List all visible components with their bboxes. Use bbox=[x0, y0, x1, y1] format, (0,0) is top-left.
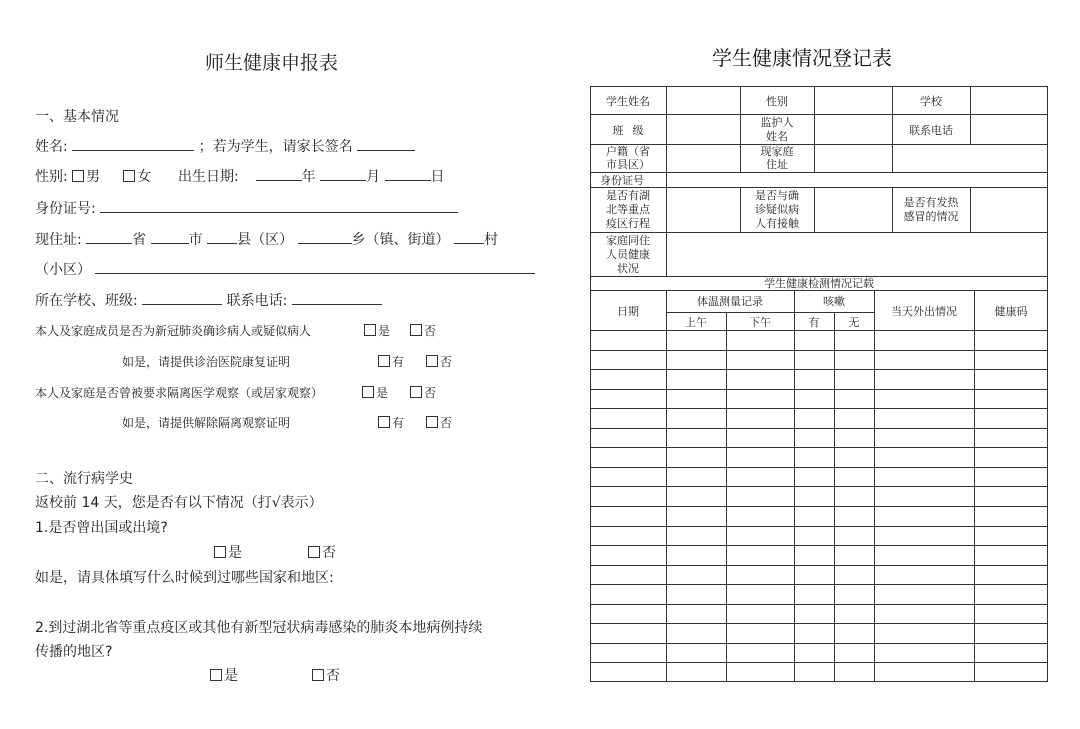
q-confirmed-no-box[interactable] bbox=[410, 324, 422, 336]
no-label: 否 bbox=[424, 386, 437, 400]
name-row bbox=[35, 136, 415, 156]
phone-label: 联系电话: bbox=[226, 293, 288, 309]
cell-huji-1: 户籍（省 bbox=[606, 145, 650, 158]
cell-hubei-2: 北等重点 bbox=[606, 203, 650, 216]
female-checkbox[interactable] bbox=[123, 170, 135, 182]
cell-huji-2: 市县区） bbox=[606, 158, 650, 171]
cell-gender: 性别 bbox=[766, 95, 788, 108]
phone-field[interactable] bbox=[292, 303, 382, 305]
q1-no[interactable] bbox=[308, 542, 336, 562]
name-field[interactable] bbox=[72, 149, 194, 151]
cell-monitor-title: 学生健康检测情况记载 bbox=[764, 277, 874, 290]
cell-fever-2: 感冒的情况 bbox=[903, 210, 959, 223]
question-2-line1: 2.到过湖北省等重点疫区或其他有新型冠状病毒感染的肺炎本地病例持续 bbox=[35, 620, 483, 636]
col-pm: 下午 bbox=[749, 316, 771, 329]
cell-contact-1: 是否与确 bbox=[755, 189, 799, 202]
release-cert-text: 如是，请提供解除隔离观察证明 bbox=[122, 416, 291, 430]
col-none: 无 bbox=[848, 316, 860, 329]
have-label: 有 bbox=[392, 355, 405, 369]
address-label: 现住址: bbox=[35, 232, 82, 248]
yes-label: 是 bbox=[376, 386, 389, 400]
cell-contact-2: 诊疑似病 bbox=[755, 203, 799, 216]
q2-no[interactable] bbox=[312, 665, 340, 685]
cell-contact-3: 人有接触 bbox=[755, 217, 799, 230]
day-label: 日 bbox=[430, 169, 445, 185]
town-label: 乡（镇、街道） bbox=[351, 232, 450, 248]
cell-family-1: 家庭同住 bbox=[606, 234, 650, 247]
cell-home-1: 现家庭 bbox=[760, 145, 794, 158]
gender-label: 性别: bbox=[35, 169, 68, 185]
cell-family-3: 状况 bbox=[617, 262, 639, 275]
id-row bbox=[35, 198, 458, 218]
q-confirmed-yes-box[interactable] bbox=[364, 324, 376, 336]
cell-student-name: 学生姓名 bbox=[606, 95, 650, 108]
cure-cert-not-have[interactable] bbox=[426, 353, 452, 370]
q-quarantine-no-box[interactable] bbox=[410, 386, 422, 398]
table-border bbox=[591, 87, 1048, 682]
no-label: 否 bbox=[322, 545, 336, 561]
guardian-sign-field[interactable] bbox=[357, 149, 415, 151]
col-health-code: 健康码 bbox=[994, 305, 1028, 318]
release-cert-not-have[interactable] bbox=[426, 414, 452, 431]
q-quarantine-yes-box[interactable] bbox=[362, 386, 374, 398]
release-cert-have[interactable] bbox=[378, 414, 404, 431]
release-cert-have-box[interactable] bbox=[378, 416, 390, 428]
cure-cert-have-box[interactable] bbox=[378, 355, 390, 367]
section-epidemiology: 二、流行病学史 bbox=[35, 471, 133, 487]
question-1: 1.是否曾出国或出境? bbox=[35, 520, 168, 536]
village-label: 村 bbox=[483, 232, 498, 248]
no-label: 否 bbox=[424, 324, 437, 338]
no-label: 否 bbox=[326, 668, 340, 684]
cure-cert-have[interactable] bbox=[378, 353, 404, 370]
q2-yes[interactable] bbox=[210, 665, 238, 685]
id-label: 身份证号: bbox=[35, 201, 96, 217]
cure-cert-text: 如是，请提供诊治医院康复证明 bbox=[122, 355, 291, 369]
q2-no-box[interactable] bbox=[312, 669, 324, 681]
cure-cert-not-have-box[interactable] bbox=[426, 355, 438, 367]
q-confirmed-no[interactable] bbox=[410, 322, 436, 339]
community-label: （小区） bbox=[35, 262, 91, 278]
q-quarantine-no[interactable] bbox=[410, 384, 436, 401]
male-checkbox[interactable] bbox=[72, 170, 84, 182]
q1-yes-box[interactable] bbox=[214, 546, 226, 558]
cell-family-2: 人员健康 bbox=[606, 248, 650, 261]
question-2-line2: 传播的地区? bbox=[35, 644, 113, 660]
yes-label: 是 bbox=[224, 668, 238, 684]
right-form-title: 学生健康情况登记表 bbox=[712, 46, 892, 70]
community-field[interactable] bbox=[95, 272, 535, 274]
have-label: 有 bbox=[392, 416, 405, 430]
cell-fever-1: 是否有发热 bbox=[903, 196, 959, 209]
col-date: 日期 bbox=[617, 305, 639, 318]
q-confirmed-yes[interactable] bbox=[364, 322, 390, 339]
q1-yes[interactable] bbox=[214, 542, 242, 562]
cell-contact-phone: 联系电话 bbox=[909, 124, 953, 137]
col-cough: 咳嗽 bbox=[823, 295, 845, 308]
col-am: 上午 bbox=[685, 316, 707, 329]
year-label: 年 bbox=[301, 169, 316, 185]
province-field[interactable] bbox=[86, 242, 132, 244]
male-label: 男 bbox=[86, 169, 101, 185]
birth-month-field[interactable] bbox=[320, 179, 366, 181]
gender-birth-row bbox=[35, 166, 445, 186]
release-cert-not-have-box[interactable] bbox=[426, 416, 438, 428]
female-label: 女 bbox=[137, 169, 152, 185]
province-label: 省 bbox=[132, 232, 147, 248]
q2-yes-box[interactable] bbox=[210, 669, 222, 681]
yes-label: 是 bbox=[378, 324, 391, 338]
birth-day-field[interactable] bbox=[385, 179, 431, 181]
county-field[interactable] bbox=[207, 242, 237, 244]
school-row bbox=[35, 290, 382, 310]
q-quarantine-yes[interactable] bbox=[362, 384, 388, 401]
not-have-label: 否 bbox=[440, 416, 453, 430]
not-have-label: 否 bbox=[440, 355, 453, 369]
q1-no-box[interactable] bbox=[308, 546, 320, 558]
q1-detail-text: 如是，请具体填写什么时候到过哪些国家和地区: bbox=[35, 570, 334, 586]
intro-text: 返校前 14 天，您是否有以下情况（打√表示） bbox=[35, 495, 323, 511]
birth-year-field[interactable] bbox=[256, 179, 302, 181]
address-row bbox=[35, 229, 498, 249]
cell-hubei-3: 疫区行程 bbox=[606, 217, 650, 230]
guardian-sign-label: ；若为学生，请家长签名 bbox=[198, 139, 353, 155]
q-quarantine-text: 本人及家庭是否曾被要求隔离医学观察（或居家观察） bbox=[35, 386, 324, 400]
cell-id-number: 身份证号 bbox=[600, 174, 644, 187]
cell-class-a: 班 bbox=[612, 124, 624, 137]
student-health-table bbox=[590, 86, 1048, 682]
cell-guardian-1: 监护人 bbox=[760, 116, 794, 129]
county-label: 县（区） bbox=[237, 232, 294, 248]
cell-class-b: 级 bbox=[632, 124, 644, 137]
q-confirmed-text: 本人及家庭成员是否为新冠肺炎确诊病人或疑似病人 bbox=[35, 324, 312, 338]
yes-label: 是 bbox=[228, 545, 242, 561]
cell-home-2: 住址 bbox=[766, 158, 788, 171]
left-form-title: 师生健康申报表 bbox=[205, 52, 339, 74]
school-label: 所在学校、班级: bbox=[35, 293, 138, 309]
community-row bbox=[35, 259, 535, 279]
col-has: 有 bbox=[808, 316, 820, 329]
birth-label: 出生日期: bbox=[177, 169, 239, 185]
month-label: 月 bbox=[366, 169, 381, 185]
cell-school: 学校 bbox=[920, 95, 942, 108]
col-outing: 当天外出情况 bbox=[891, 305, 957, 318]
village-field[interactable] bbox=[454, 242, 484, 244]
city-field[interactable] bbox=[151, 242, 189, 244]
id-field[interactable] bbox=[100, 211, 458, 213]
school-field[interactable] bbox=[142, 303, 222, 305]
cell-guardian-2: 姓名 bbox=[766, 130, 788, 143]
name-label: 姓名: bbox=[35, 139, 68, 155]
city-label: 市 bbox=[188, 232, 203, 248]
town-field[interactable] bbox=[298, 242, 352, 244]
cell-hubei-1: 是否有湖 bbox=[606, 189, 650, 202]
col-temp: 体温测量记录 bbox=[697, 295, 763, 308]
section-basic-info: 一、基本情况 bbox=[35, 109, 119, 125]
